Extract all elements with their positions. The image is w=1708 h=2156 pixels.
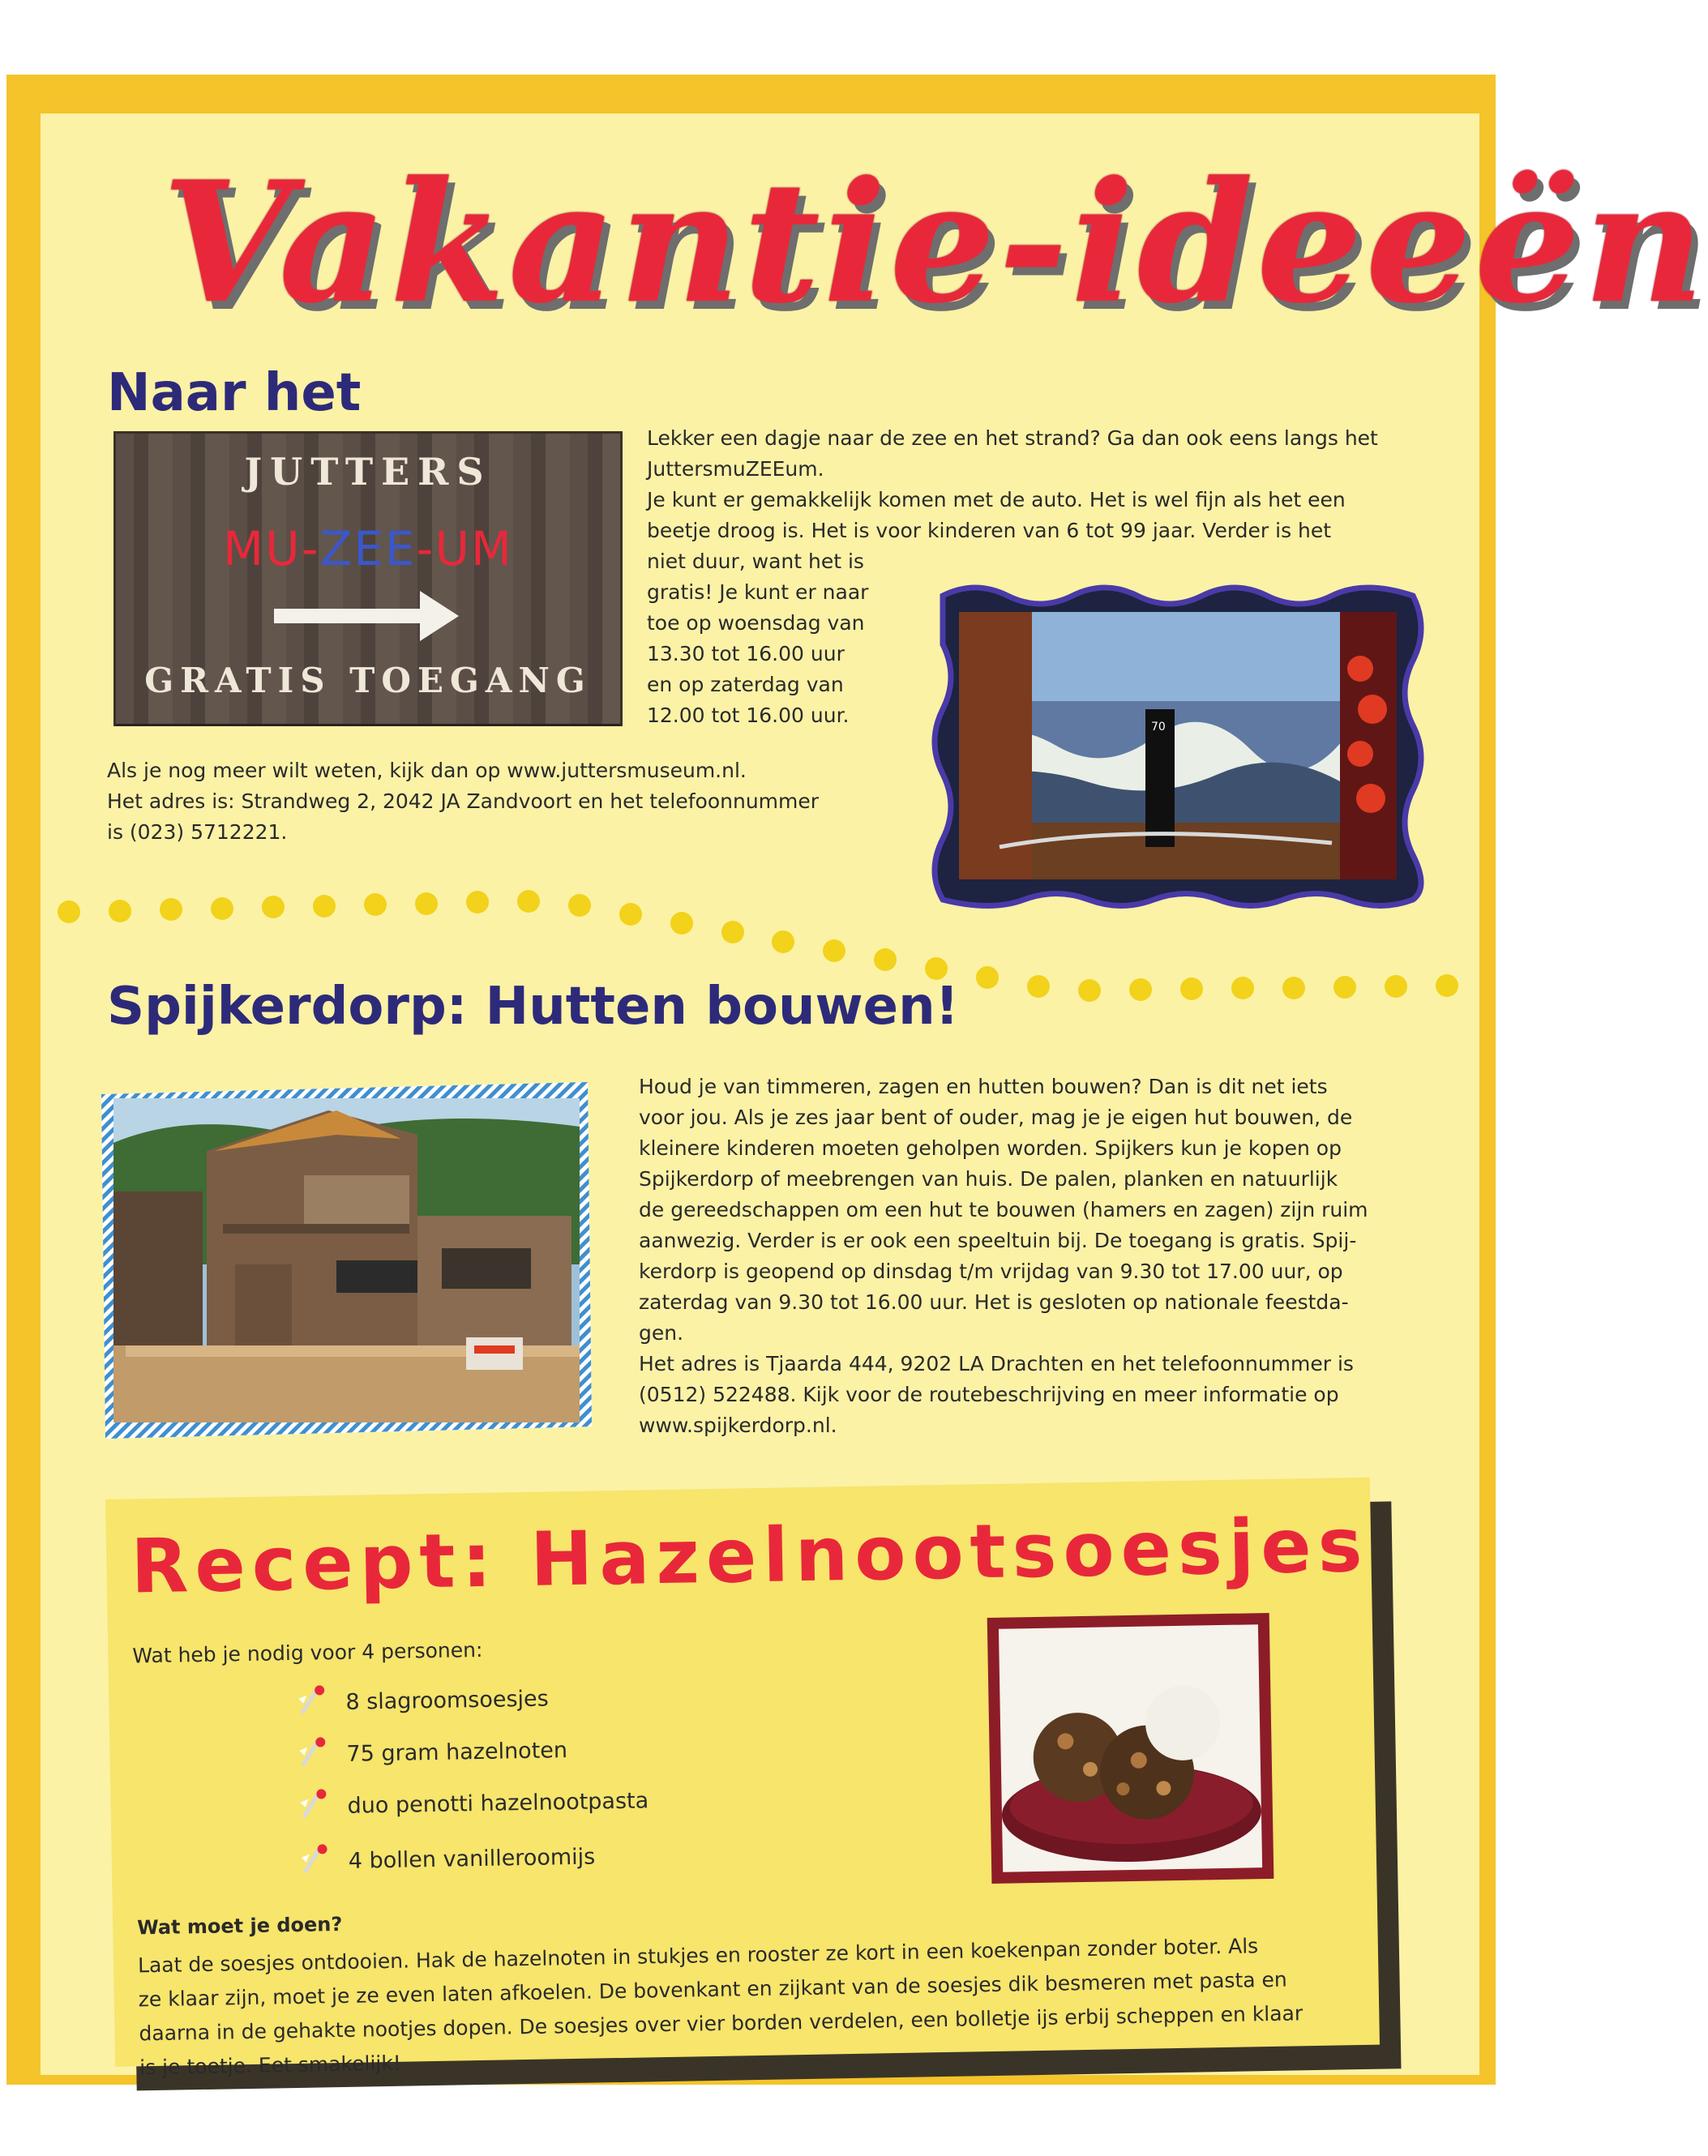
museum-photo [927,580,1429,912]
museum-contact-line: Als je nog meer wilt weten, kijk dan op www.juttersmuseum.nl. [107,759,747,782]
ingredient-item [296,1731,567,1774]
museum-para-2c: niet duur, want het is [647,550,864,573]
museum-para-2a: Je kunt er gemakkelijk komen met de auto. Het is wel fijn als het een [647,488,1346,511]
spijkerdorp-line: kerdorp is geopend op dinsdag t/m vrijdag van 9.30 tot 17.00 uur, op [639,1260,1343,1283]
recipe-title: Recept: Hazelnootsoesjes [130,1501,1370,1611]
museum-hours-line: gratis! Je kunt er naar [647,580,869,604]
sign-line-jutters: JUTTERS [244,450,492,494]
recipe-method-line: daarna in de gehakte nootjes dopen. De soesjes over vier borden verdelen, een bolletje ijs erbij scheppen en klaar [139,2001,1303,2046]
spijkerdorp-line: www.spijkerdorp.nl. [639,1414,837,1437]
divider-dot [517,890,540,913]
divider-dot [262,896,285,918]
sparkle-icon [296,1735,329,1774]
sparkle-icon [297,1787,330,1826]
divider-dot [823,939,845,962]
ingredient-label: 4 bollen vanilleroomijs [348,1844,596,1874]
museum-intro [647,423,1425,577]
spijkerdorp-line: zaterdag van 9.30 tot 16.00 uur. Het is gesloten op nationale feestda- [639,1290,1349,1314]
arrow-right-icon [274,588,460,644]
museum-heading: Naar het [107,363,362,423]
divider-dot [1129,978,1152,1001]
recipe-photo [987,1613,1274,1884]
museum-opening-hours [647,577,906,731]
divider-dot [619,903,642,926]
museum-contact [107,755,901,848]
recipe-method-line: Laat de soesjes ontdooien. Hak de hazelnoten in stukjes en rooster ze kort in een koekenpan zonder boter. Als [137,1934,1259,1978]
divider-dot [1333,976,1356,999]
museum-contact-line: is (023) 5712221. [107,820,288,844]
spijkerdorp-line: (0512) 522488. Kijk voor de routebeschrijving en meer informatie op [639,1383,1339,1406]
spijkerdorp-heading: Spijkerdorp: Hutten bouwen! [107,977,959,1037]
ingredient-label: duo penotti hazelnootpasta [347,1788,649,1819]
divider-dot [58,900,80,923]
divider-dot [1078,979,1101,1002]
ingredient-label: 8 slagroomsoesjes [345,1686,549,1715]
divider-dot [772,930,794,953]
photo-sign-text: 70 [1151,721,1166,734]
divider-dot [364,893,387,916]
recipe-method [138,1927,1372,2085]
recipe-needs-label: Wat heb je nodig voor 4 personen: [132,1637,483,1668]
museum-hours-line: 13.30 tot 16.00 uur [647,642,845,665]
spijkerdorp-line: gen. [639,1321,684,1345]
divider-dot [415,892,438,915]
spijkerdorp-line: voor jou. Als je zes jaar bent of ouder, mag je je eigen hut bouwen, de [639,1106,1353,1129]
divider-dot [211,897,233,920]
museum-hours-line: 12.00 tot 16.00 uur. [647,704,850,727]
sign-mu: MU- [223,521,320,576]
spijkerdorp-text [639,1072,1433,1441]
ingredient-item [298,1838,595,1881]
spijkerdorp-line: aanwezig. Verder is er ook een speeltuin bij. De toegang is gratis. Spij- [639,1229,1357,1252]
divider-dot [1385,975,1407,998]
divider-dot [670,912,693,935]
recipe-method-line: ze klaar zijn, moet je ze even laten afkoelen. De bovenkant en zijkant van de soesjes dik besmeren met pasta en [138,1967,1287,2012]
sign-line-gratis: GRATIS TOEGANG [144,661,592,700]
spijkerdorp-line: Houd je van timmeren, zagen en hutten bouwen? Dan is dit net iets [639,1075,1328,1098]
ingredient-item [295,1680,549,1722]
museum-hours-line: en op zaterdag van [647,673,844,696]
spijkerdorp-line: Spijkerdorp of meebrengen van huis. De palen, planken en natuurlijk [639,1167,1338,1191]
divider-dot [466,891,489,913]
sign-line-muzeeum [116,521,620,576]
museum-contact-line: Het adres is: Strandweg 2, 2042 JA Zandvoort en het telefoonnummer [107,789,820,813]
page-title: Vakantie-ideeën [162,146,1708,340]
museum-para-1: Lekker een dagje naar de zee en het strand? Ga dan ook eens langs het JuttersmuZEEum. [647,426,1378,481]
sparkle-icon [298,1842,331,1881]
spijkerdorp-line: kleinere kinderen moeten geholpen worden. Spijkers kun je kopen op [639,1136,1342,1160]
divider-dot [109,900,131,922]
divider-dot [313,895,336,918]
recipe-method-line: is je toetje. Eet smakelijk! [139,2051,402,2080]
museum-hours-line: toe op woensdag van [647,611,865,635]
spijkerdorp-line: de gereedschappen om een hut te bouwen (hamers en zagen) zijn ruim [639,1198,1368,1221]
divider-dot [874,948,897,971]
ingredient-item [297,1782,649,1826]
divider-dot [1282,977,1305,999]
divider-dot [160,898,182,921]
sparkle-icon [295,1683,328,1722]
spijkerdorp-photo [93,1078,596,1443]
sign-zee: ZEE [319,521,417,576]
divider-dot [568,894,591,917]
recipe-box [105,1478,1380,2080]
museum-para-2b: beetje droog is. Het is voor kinderen van 6 tot 99 jaar. Verder is het [647,519,1332,542]
museum-sign-image [113,431,623,726]
divider-dot [721,921,744,943]
spijkerdorp-line: Het adres is Tjaarda 444, 9202 LA Drachten en het telefoonnummer is [639,1352,1354,1375]
ingredient-label: 75 gram hazelnoten [346,1738,568,1767]
recipe-method-heading: Wat moet je doen? [136,1912,343,1940]
sign-um: -UM [416,521,513,576]
